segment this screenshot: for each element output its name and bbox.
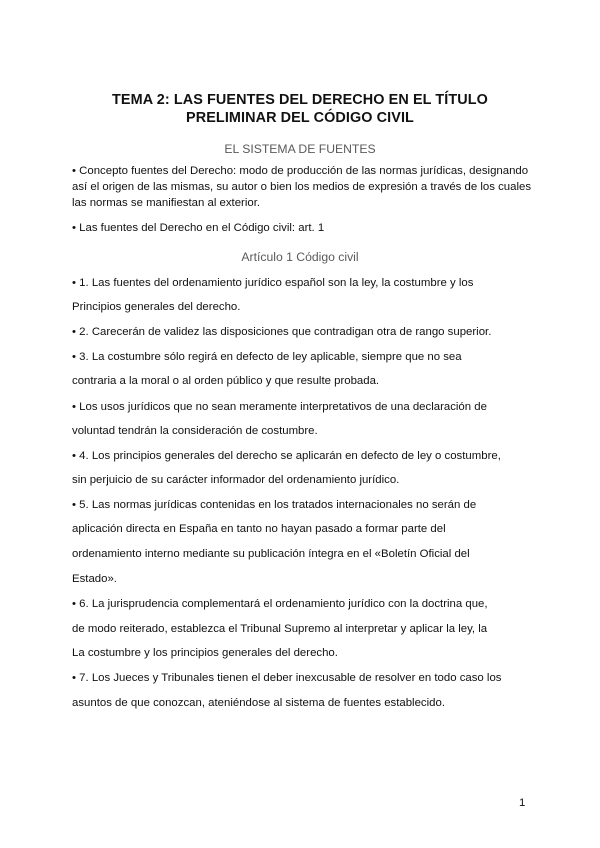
article-line: asuntos de que conozcan, ateniéndose al sistema de fuentes establecido. [72, 697, 445, 709]
sources-bullet: • Las fuentes del Derecho en el Código civil: art. 1 [72, 222, 325, 234]
section-heading: EL SISTEMA DE FUENTES [224, 142, 376, 156]
article-line: • Los usos jurídicos que no sean meramente interpretativos de una declaración de [72, 401, 487, 413]
document-title-line-2: PRELIMINAR DEL CÓDIGO CIVIL [186, 110, 414, 126]
article-line: • 6. La jurisprudencia complementará el ordenamiento jurídico con la doctrina que, [72, 598, 488, 610]
article-line: Estado». [72, 573, 117, 585]
article-line: contraria a la moral o al orden público y que resulte probada. [72, 375, 380, 387]
article-line: sin perjuicio de su carácter informador del ordenamiento jurídico. [72, 474, 400, 486]
article-heading: Artículo 1 Código civil [241, 250, 359, 264]
article-line: • 5. Las normas jurídicas contenidas en los tratados internacionales no serán de [72, 499, 477, 511]
article-line: de modo reiterado, establezca el Tribunal Supremo al interpretar y aplicar la ley, la [72, 623, 488, 635]
article-line: La costumbre y los principios generales del derecho. [72, 647, 338, 659]
concept-line: las normas se manifiestan al exterior. [72, 197, 261, 209]
article-line: • 7. Los Jueces y Tribunales tienen el deber inexcusable de resolver en todo caso los [72, 672, 502, 684]
article-line: voluntad tendrán la consideración de costumbre. [72, 425, 318, 437]
article-line: • 2. Carecerán de validez las disposiciones que contradigan otra de rango superior. [72, 326, 492, 338]
document-title-line-1: TEMA 2: LAS FUENTES DEL DERECHO EN EL TÍTULO [112, 92, 488, 108]
article-line: Principios generales del derecho. [72, 301, 241, 313]
concept-line: así el origen de las mismas, su autor o bien los medios de expresión a través de los cuales [72, 181, 532, 193]
article-line: ordenamiento interno mediante su publicación íntegra en el «Boletín Oficial del [72, 548, 470, 560]
article-line: aplicación directa en España en tanto no hayan pasado a formar parte del [72, 523, 446, 535]
article-line: • 3. La costumbre sólo regirá en defecto de ley aplicable, siempre que no sea [72, 351, 462, 363]
concept-line: • Concepto fuentes del Derecho: modo de producción de las normas jurídicas, designando [72, 165, 529, 177]
article-line: • 4. Los principios generales del derecho se aplicarán en defecto de ley o costumbre, [72, 450, 501, 462]
article-line: • 1. Las fuentes del ordenamiento jurídico español son la ley, la costumbre y los [72, 277, 474, 289]
page-number: 1 [519, 797, 526, 809]
